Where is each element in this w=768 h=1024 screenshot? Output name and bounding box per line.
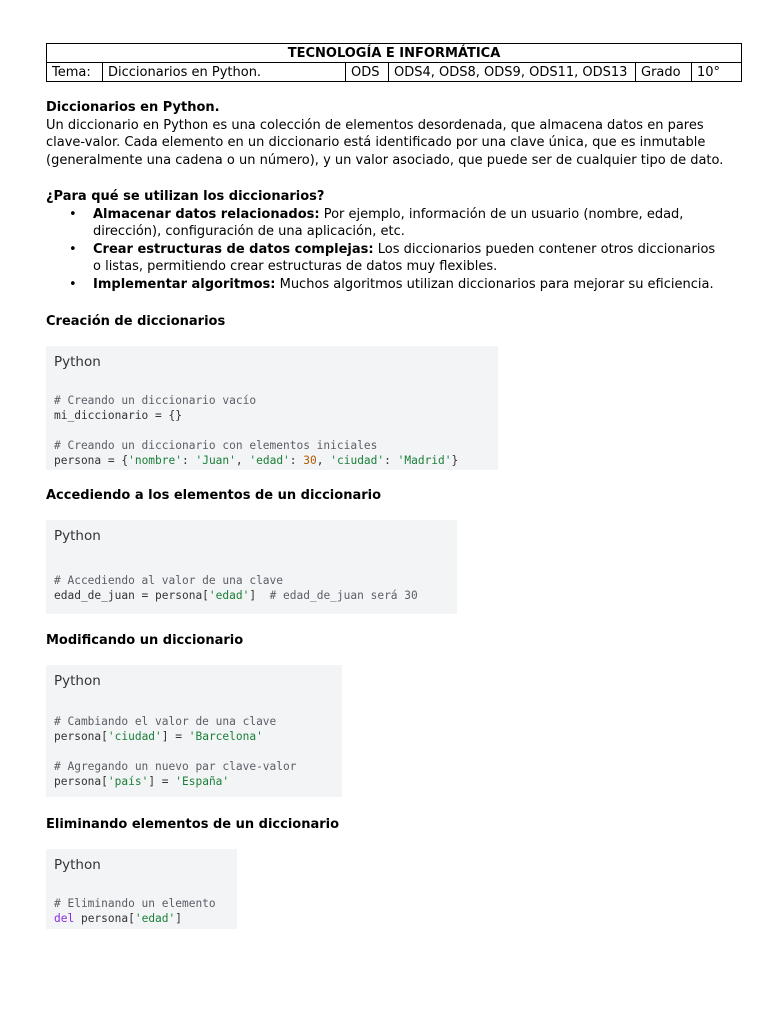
code-text: : [384, 454, 398, 467]
intro-body: Un diccionario en Python es una colección de elementos desordenada, que almacena datos en pares clave-valor. Cada elemento en un diccionario está identificado por una clave única, que es inmutable (generalmente una cadena o un número), y un valor asociado, que puede ser de cualquier tipo de dato. [46, 117, 724, 168]
code-comment: # Creando un diccionario con elementos iniciales [54, 439, 378, 452]
code-string: 'ciudad' [107, 730, 162, 743]
grado-label: Grado [636, 63, 692, 82]
code-text: persona = { [54, 454, 129, 467]
code-content [54, 393, 458, 468]
code-text: edad_de_juan = persona[ [54, 589, 209, 602]
uses-heading: ¿Para qué se utilizan los diccionarios? [46, 189, 325, 204]
code-string: 'edad' [249, 454, 290, 467]
code-content [54, 714, 296, 789]
code-text: ] = [148, 775, 176, 788]
code-string: 'Madrid' [397, 454, 452, 467]
code-string: 'edad' [208, 589, 250, 602]
code-text: } [451, 454, 459, 467]
code-string: 'país' [107, 775, 149, 788]
modify-title: Modificando un diccionario [46, 633, 244, 648]
header-table [46, 43, 742, 82]
list-item [93, 241, 726, 276]
list-item-text: Los diccionarios pueden contener otros diccionarios o listas, permitiendo crear estructuras de datos muy flexibles. [93, 241, 716, 275]
ods-value: ODS4, ODS8, ODS9, ODS11, ODS13 [389, 63, 636, 82]
code-comment: # edad_de_juan será 30 [269, 589, 418, 602]
code-language-label: Python [54, 528, 101, 544]
uses-section [46, 188, 726, 294]
code-string: 'Juan' [195, 454, 236, 467]
access-title: Accediendo a los elementos de un diccionario [46, 488, 382, 503]
code-comment: # Cambiando el valor de una clave [54, 715, 277, 728]
modify-code-block [46, 665, 342, 797]
code-string: 'Barcelona' [188, 730, 263, 743]
code-string: 'ciudad' [330, 454, 385, 467]
uses-list [46, 206, 726, 294]
grado-value: 10° [692, 63, 742, 82]
code-string: 'España' [175, 775, 230, 788]
intro-heading: Diccionarios en Python. [46, 100, 220, 115]
code-text: : [181, 454, 196, 467]
tema-value: Diccionarios en Python. [103, 63, 346, 82]
code-text: persona[ [74, 912, 135, 925]
code-text: , [316, 454, 331, 467]
code-comment: # Creando un diccionario vacío [54, 394, 257, 407]
list-item-text: Muchos algoritmos utilizan diccionarios para mejorar su eficiencia. [275, 276, 714, 292]
code-language-label: Python [54, 354, 101, 370]
list-item-bold: Crear estructuras de datos complejas: [93, 241, 374, 257]
code-comment: # Agregando un nuevo par clave-valor [54, 760, 297, 773]
list-item [93, 206, 726, 241]
access-code-block [46, 520, 457, 614]
code-string: 'nombre' [128, 454, 182, 467]
list-item [93, 276, 726, 294]
code-text: persona[ [54, 730, 108, 743]
code-text: ] [249, 589, 270, 602]
code-text: , [235, 454, 250, 467]
creation-code-block [46, 346, 498, 470]
code-text: : [289, 454, 304, 467]
code-text: ] = [161, 730, 189, 743]
code-keyword: del [54, 912, 75, 925]
code-line: mi_diccionario = {} [54, 409, 182, 422]
code-language-label: Python [54, 673, 101, 689]
list-item-text: Por ejemplo, información de un usuario (nombre, edad, dirección), configuración de una aplicación, etc. [93, 206, 684, 240]
creation-title: Creación de diccionarios [46, 314, 226, 329]
list-item-bold: Almacenar datos relacionados: [93, 206, 320, 222]
tema-label: Tema: [47, 63, 103, 82]
code-language-label: Python [54, 857, 101, 873]
code-comment: # Accediendo al valor de una clave [54, 574, 284, 587]
code-number: 30 [303, 454, 317, 467]
code-content [54, 896, 216, 926]
intro-section [46, 99, 726, 169]
list-item-bold: Implementar algoritmos: [93, 276, 276, 292]
code-string: 'edad' [134, 912, 176, 925]
ods-label: ODS [346, 63, 389, 82]
code-text: persona[ [54, 775, 108, 788]
delete-code-block [46, 849, 237, 929]
code-content [54, 573, 418, 603]
code-text: ] [175, 912, 183, 925]
code-comment: # Eliminando un elemento [54, 897, 216, 910]
delete-title: Eliminando elementos de un diccionario [46, 817, 340, 832]
document-title: TECNOLOGÍA E INFORMÁTICA [47, 44, 742, 63]
